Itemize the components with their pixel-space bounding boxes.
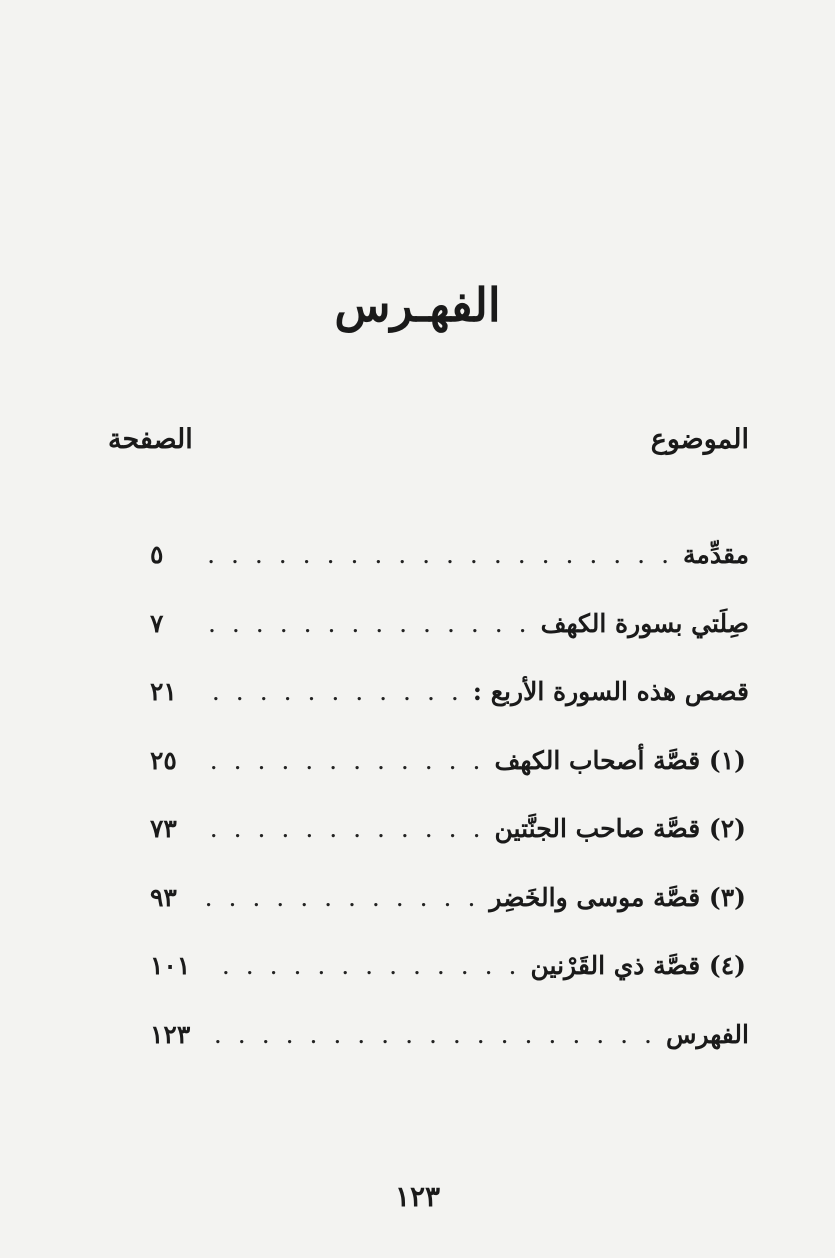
toc-entry-page: ٢١	[150, 677, 177, 706]
toc-entry-label: (١) قصَّة أصحاب الكهف	[494, 745, 746, 775]
toc-entry-label: (٤) قصَّة ذي القَرْنين	[530, 951, 746, 980]
toc-entry-page: ١٠١	[150, 951, 191, 980]
dot-leader	[206, 814, 485, 843]
toc-entry	[150, 609, 749, 678]
page-number: ١٢٣	[394, 1180, 441, 1213]
dot-leader	[206, 677, 463, 706]
page-column-header: الصفحة	[108, 424, 193, 455]
toc-entry-page: ٥	[150, 540, 164, 569]
toc-entry-page: ١٢٣	[150, 1019, 191, 1049]
toc-entry-label: مقدِّمة	[683, 540, 749, 569]
toc-entry	[150, 746, 749, 815]
toc-entry	[150, 677, 749, 746]
toc-entry-page: ٢٥	[150, 745, 177, 775]
toc-entry	[150, 540, 749, 609]
toc-entry-label: قصص هذه السورة الأربع :	[472, 677, 749, 706]
toc-entry-page: ٧	[150, 608, 164, 638]
dot-leader	[206, 883, 479, 912]
toc-entry-label: (٢) قصَّة صاحب الجنَّتين	[494, 814, 746, 843]
page-title: الفهـرس	[334, 278, 501, 332]
topic-column-header: الموضوع	[650, 424, 749, 455]
toc-entry	[150, 951, 749, 1020]
table-of-contents	[150, 540, 749, 1088]
toc-entry-label: صِلَتي بسورة الكهف	[540, 608, 749, 638]
toc-entry-label: (٣) قصَّة موسى والخَضِر	[489, 882, 746, 912]
dot-leader	[206, 1020, 656, 1049]
dot-leader	[206, 609, 531, 638]
toc-entry	[150, 814, 749, 883]
dot-leader	[206, 540, 673, 569]
toc-entry-label: الفهرس	[665, 1019, 749, 1049]
dot-leader	[206, 951, 521, 980]
dot-leader	[206, 746, 485, 775]
toc-entry-page: ٧٣	[150, 814, 177, 843]
toc-entry	[150, 1020, 749, 1089]
toc-entry	[150, 883, 749, 952]
toc-entry-page: ٩٣	[150, 882, 177, 912]
